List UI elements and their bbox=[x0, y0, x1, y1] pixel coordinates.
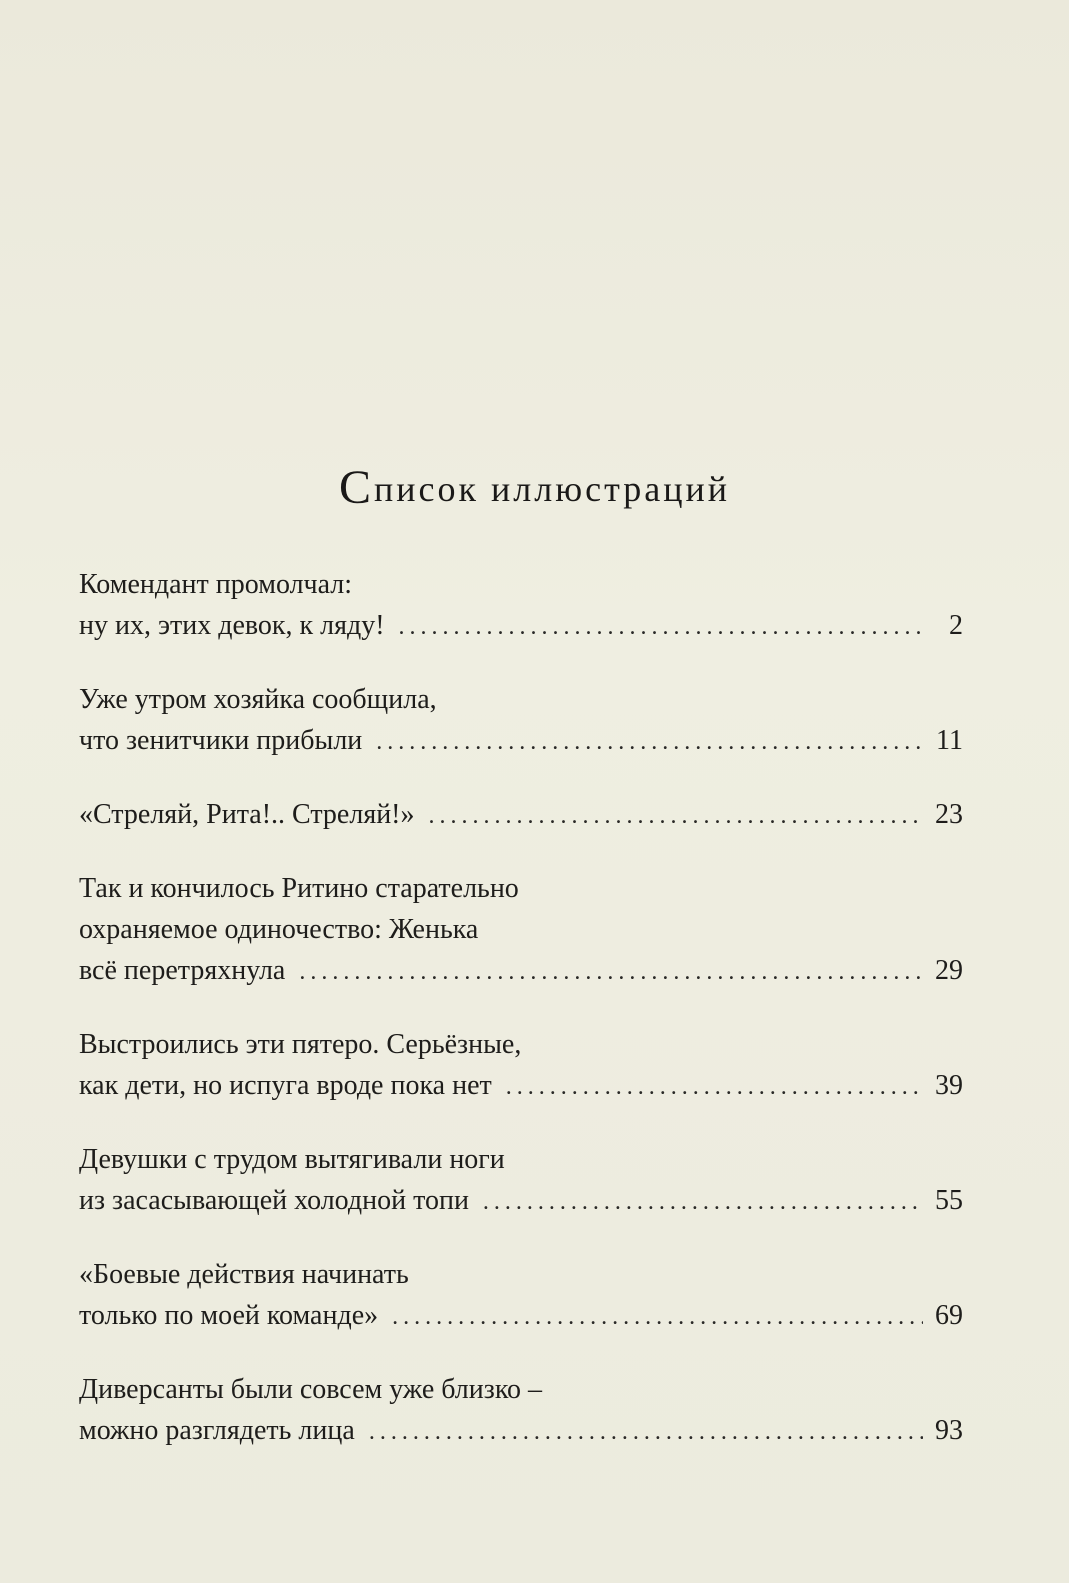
entry-caption-line: охраняемое одиночество: Женька bbox=[79, 914, 479, 945]
entry-last-line bbox=[79, 1180, 963, 1223]
entry-last-line bbox=[79, 720, 963, 763]
dot-leader bbox=[299, 952, 923, 993]
entry-caption-line: Уже утром хозяйка сообщила, bbox=[79, 684, 437, 715]
entry-caption-line: ну их, этих девок, к ляду! bbox=[79, 610, 385, 641]
dot-leader bbox=[369, 1412, 923, 1453]
list-item bbox=[79, 794, 963, 837]
page-number: 2 bbox=[949, 610, 963, 641]
entry-caption-line: только по моей команде» bbox=[79, 1300, 379, 1331]
entry-caption-line: Выстроились эти пятеро. Серьёзные, bbox=[79, 1029, 522, 1060]
list-item bbox=[79, 564, 963, 648]
list-item bbox=[79, 868, 963, 993]
entry-caption-line: «Стреляй, Рита!.. Стреляй!» bbox=[79, 799, 415, 830]
page-title bbox=[0, 463, 1069, 514]
entry-last-line bbox=[79, 950, 963, 993]
entry-last-line bbox=[79, 605, 963, 648]
entry-caption-line: что зенитчики прибыли bbox=[79, 725, 363, 756]
entry-caption-line: как дети, но испуга вроде пока нет bbox=[79, 1070, 492, 1101]
dot-leader bbox=[399, 607, 923, 648]
entry-caption-line: всё перетряхнула bbox=[79, 955, 286, 986]
page-number: 55 bbox=[935, 1185, 963, 1216]
dot-leader bbox=[429, 796, 923, 837]
list-item bbox=[79, 679, 963, 763]
title-initial: С bbox=[338, 461, 374, 514]
list-item bbox=[79, 1024, 963, 1108]
page-number: 11 bbox=[936, 725, 963, 756]
entry-caption-line: Так и кончилось Ритино старательно bbox=[79, 873, 519, 904]
dot-leader bbox=[392, 1297, 923, 1338]
entry-caption-line: из засасывающей холодной топи bbox=[79, 1185, 469, 1216]
entry-last-line bbox=[79, 1410, 963, 1453]
entry-caption-line: Девушки с трудом вытягивали ноги bbox=[79, 1144, 505, 1175]
illustration-list bbox=[79, 564, 963, 1484]
title-rest: писок иллюстраций bbox=[374, 469, 731, 509]
list-item bbox=[79, 1254, 963, 1338]
entry-caption-line: «Боевые действия начинать bbox=[79, 1259, 409, 1290]
list-item bbox=[79, 1369, 963, 1453]
page-number: 69 bbox=[935, 1300, 963, 1331]
list-item bbox=[79, 1139, 963, 1223]
entry-last-line bbox=[79, 1065, 963, 1108]
entry-last-line bbox=[79, 1295, 963, 1338]
dot-leader bbox=[376, 722, 923, 763]
dot-leader bbox=[506, 1067, 923, 1108]
page-number: 23 bbox=[935, 799, 963, 830]
page-number: 39 bbox=[935, 1070, 963, 1101]
entry-caption-line: Комендант промолчал: bbox=[79, 569, 353, 600]
page-number: 29 bbox=[935, 955, 963, 986]
page-number: 93 bbox=[935, 1415, 963, 1446]
entry-last-line bbox=[79, 794, 963, 837]
entry-caption-line: Диверсанты были совсем уже близко – bbox=[79, 1374, 542, 1405]
dot-leader bbox=[483, 1182, 923, 1223]
entry-caption-line: можно разглядеть лица bbox=[79, 1415, 355, 1446]
